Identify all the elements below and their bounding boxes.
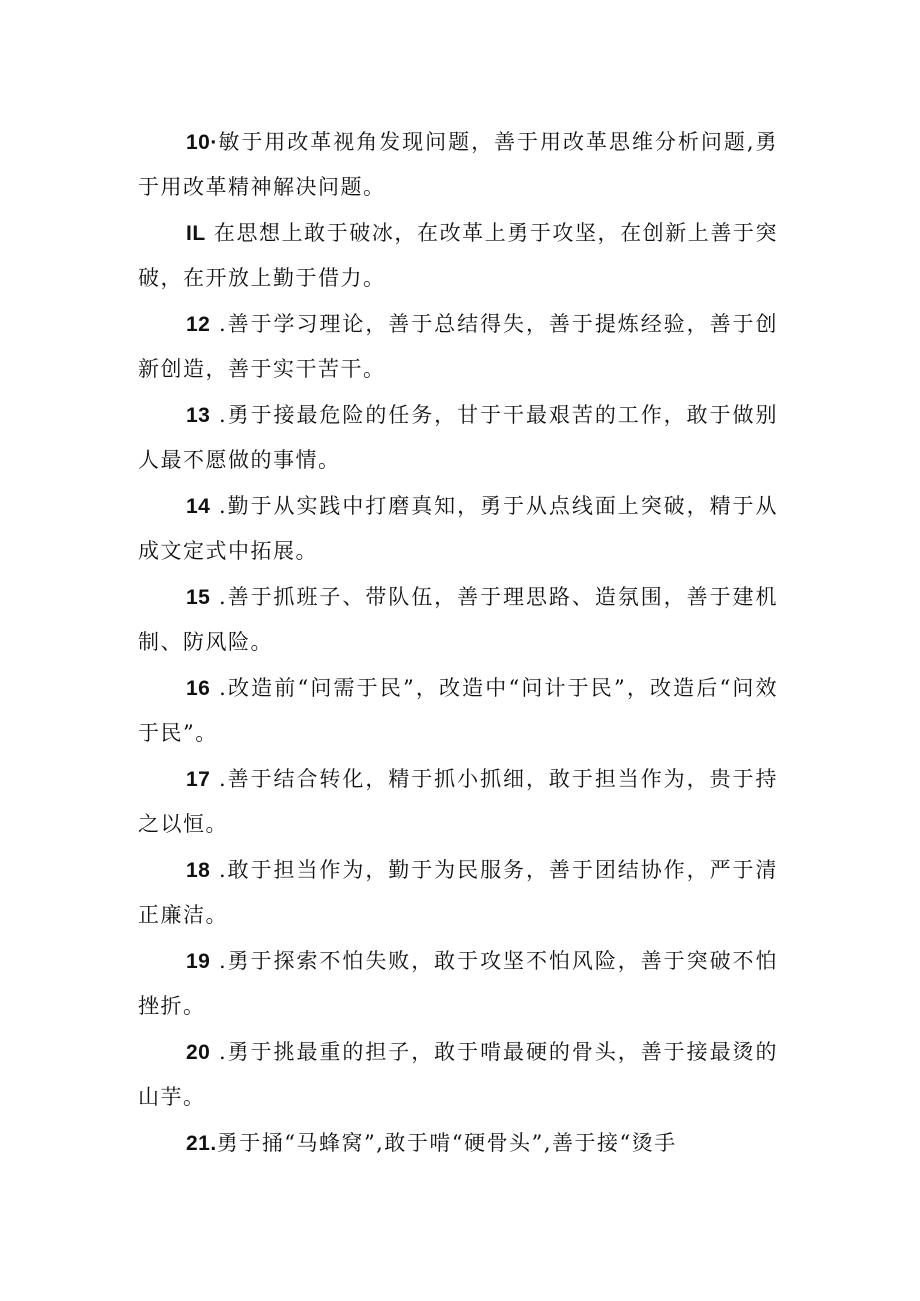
item-number: 20 xyxy=(186,1041,211,1064)
item-number: 15 xyxy=(186,586,211,609)
list-item xyxy=(138,1030,778,1121)
item-text: .勇于接最危险的任务，甘于干最艰苦的工作，敢于做别人最不愿做的事情。 xyxy=(138,403,778,472)
document-body xyxy=(138,120,778,1168)
item-text: .勤于从实践中打磨真知，勇于从点线面上突破，精于从成文定式中拓展。 xyxy=(138,494,778,563)
item-number: 12 xyxy=(186,313,211,336)
item-text: 在思想上敢于破冰，在改革上勇于攻坚，在创新上善于突破，在开放上勤于借力。 xyxy=(138,221,778,290)
item-text: .勇于探索不怕失败，敢于攻坚不怕风险，善于突破不怕挫折。 xyxy=(138,949,778,1018)
list-item xyxy=(138,393,778,484)
item-text: .敢于担当作为，勤于为民服务，善于团结协作，严于清正廉洁。 xyxy=(138,858,778,927)
list-item xyxy=(138,211,778,302)
item-text: .改造前“问需于民”，改造中“问计于民”，改造后“问效于民”。 xyxy=(138,676,778,745)
item-text: .善于学习理论，善于总结得失，善于提炼经验，善于创新创造，善于实干苦干。 xyxy=(138,312,778,381)
item-number: 16 xyxy=(186,677,211,700)
item-text: 勇于捅“马蜂窝”,敢于啃“硬骨头”,善于接“烫手 xyxy=(216,1131,677,1155)
item-number: 21. xyxy=(186,1132,217,1155)
item-number: 19 xyxy=(186,950,211,973)
item-text: 敏于用改革视角发现问题，善于用改革思维分析问题,勇于用改革精神解决问题。 xyxy=(138,130,778,199)
list-item xyxy=(138,1121,778,1168)
item-number: 13 xyxy=(186,404,211,427)
item-number: 18 xyxy=(186,859,211,882)
list-item xyxy=(138,484,778,575)
list-item xyxy=(138,575,778,666)
item-text: .善于抓班子、带队伍，善于理思路、造氛围，善于建机制、防风险。 xyxy=(138,585,778,654)
item-number: 14 xyxy=(186,495,211,518)
list-item xyxy=(138,302,778,393)
list-item xyxy=(138,757,778,848)
list-item xyxy=(138,666,778,757)
item-number: 10· xyxy=(186,131,218,154)
item-text: .善于结合转化，精于抓小抓细，敢于担当作为，贵于持之以恒。 xyxy=(138,767,778,836)
item-text: .勇于挑最重的担子，敢于啃最硬的骨头，善于接最烫的山芋。 xyxy=(138,1040,778,1109)
list-item xyxy=(138,120,778,211)
list-item xyxy=(138,848,778,939)
list-item xyxy=(138,939,778,1030)
item-number: IL xyxy=(186,222,206,245)
item-number: 17 xyxy=(186,768,211,791)
